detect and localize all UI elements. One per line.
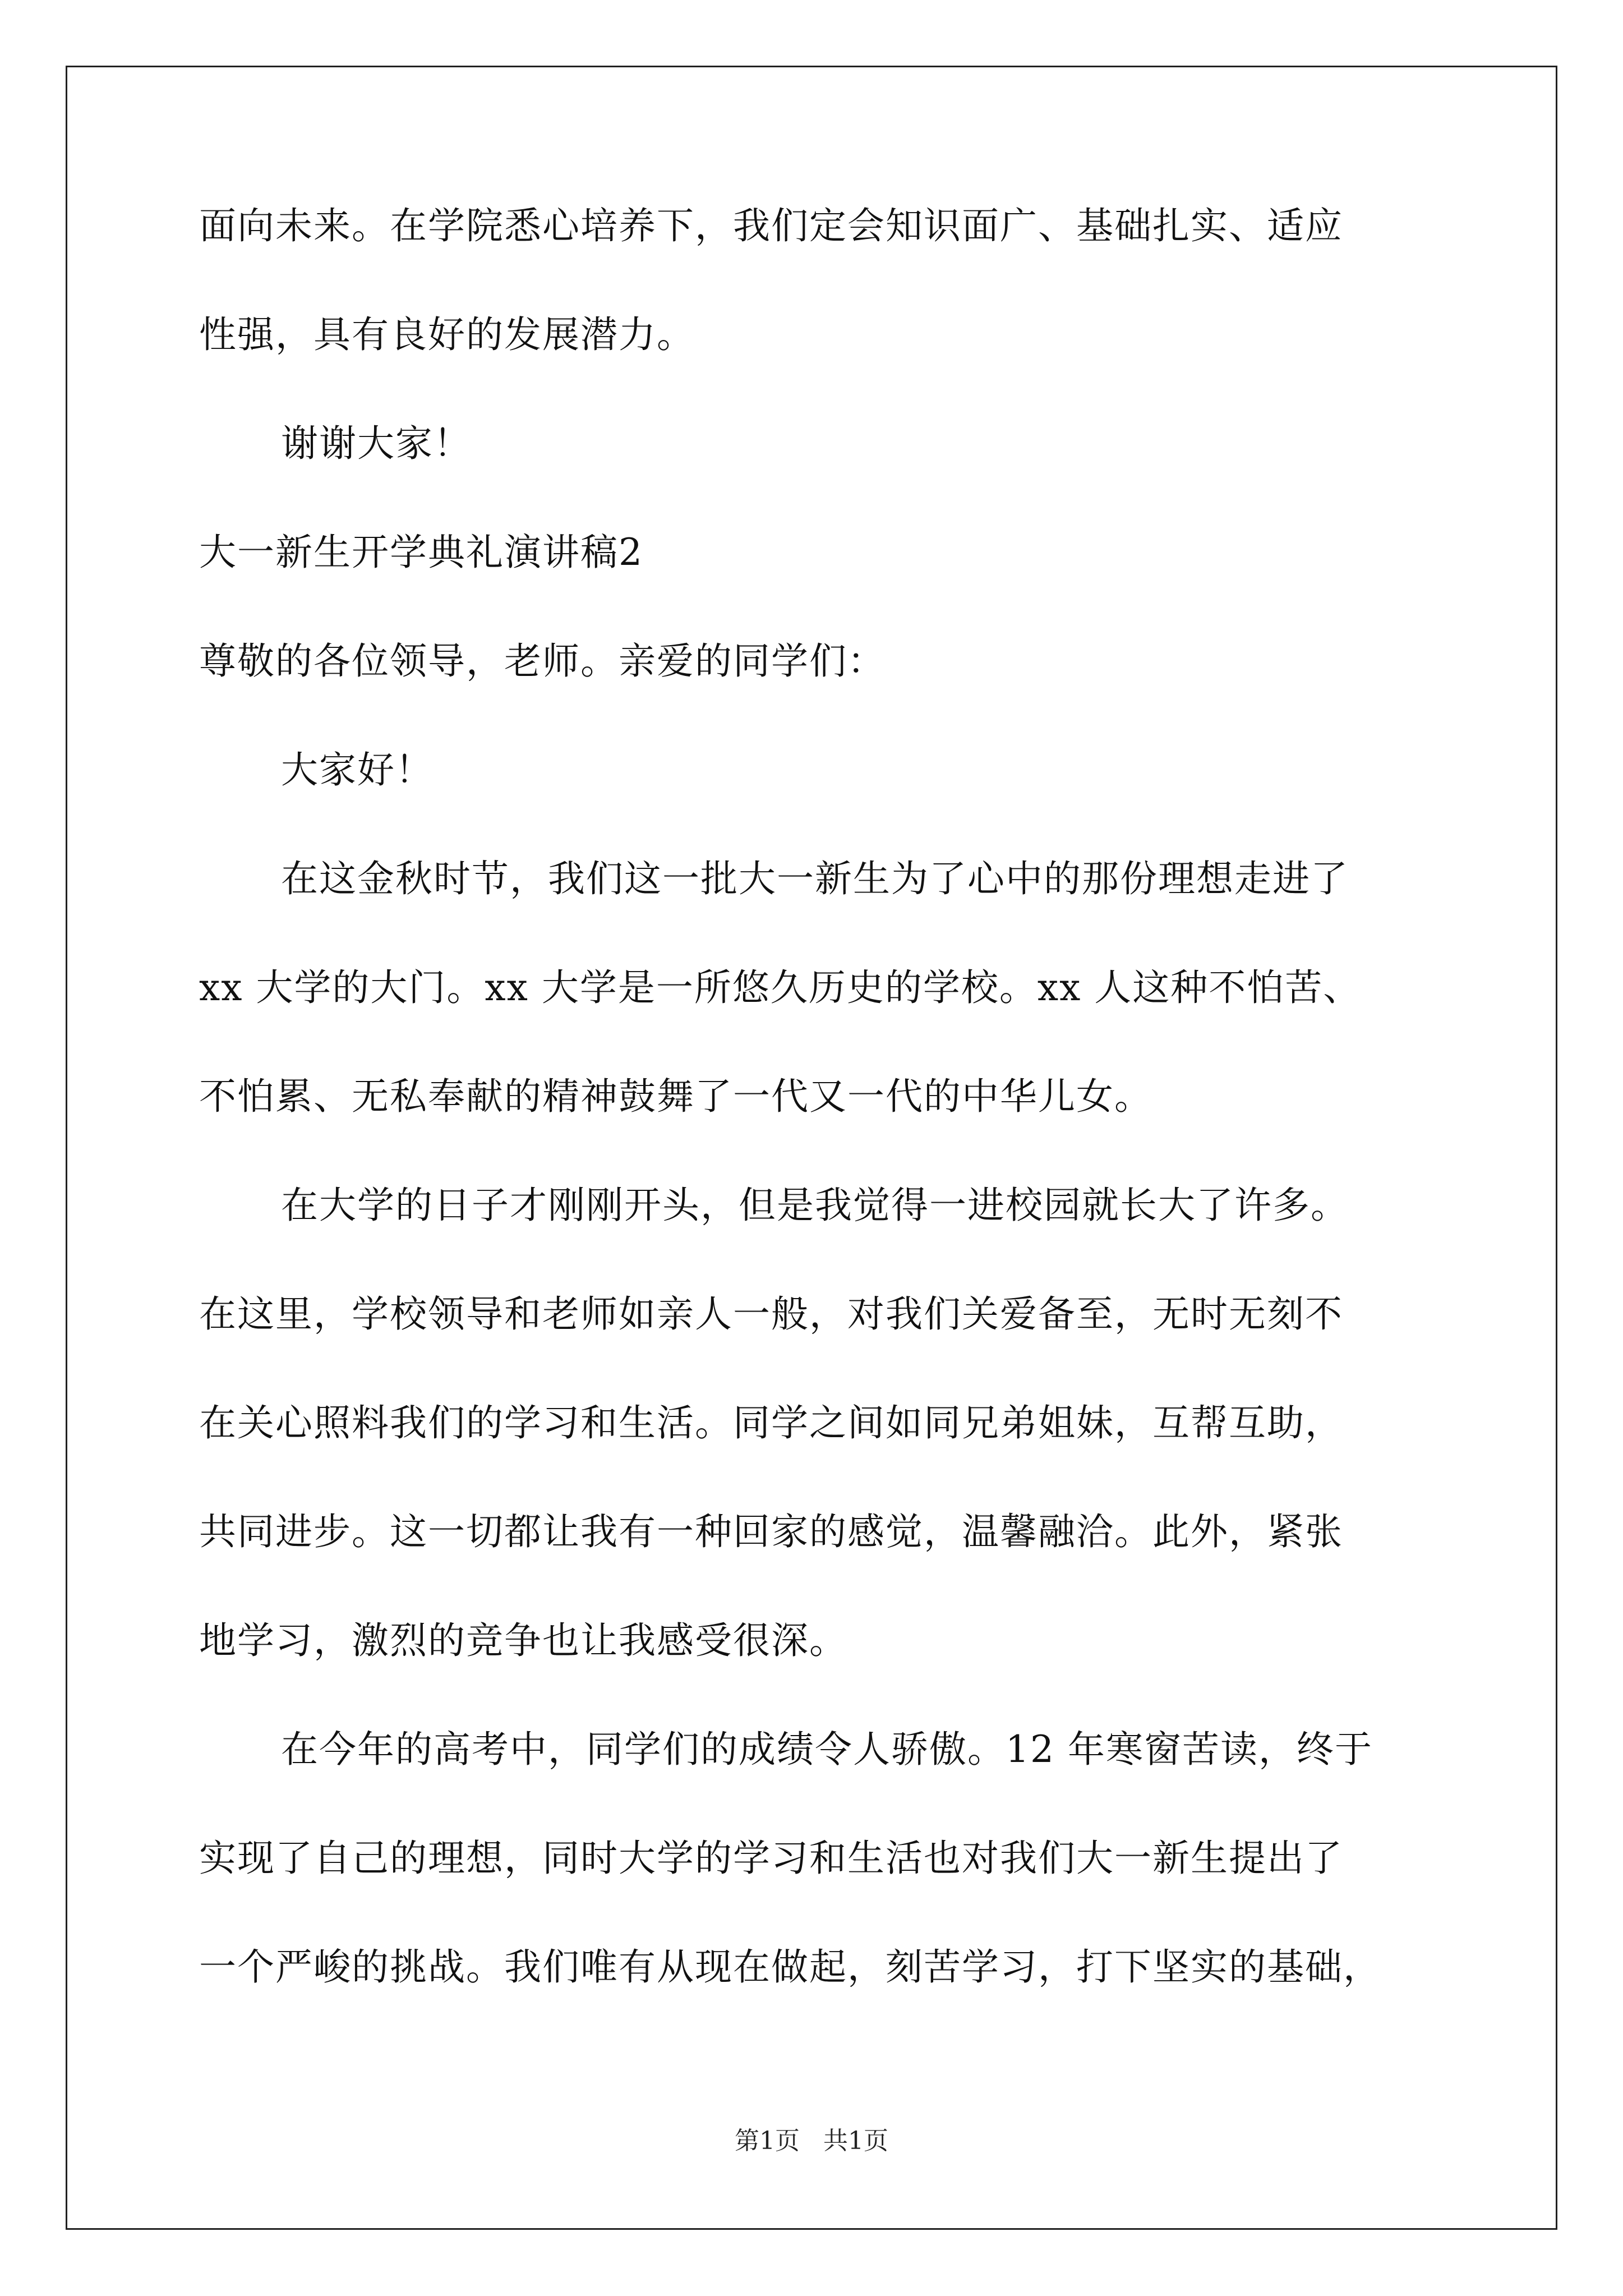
section-heading: 大一新生开学典礼演讲稿2 [199,531,643,574]
text-line: 面向未来。在学院悉心培养下，我们定会知识面广、基础扎实、适应 [199,204,1343,247]
text-line: 在关心照料我们的学习和生活。同学之间如同兄弟姐妹，互帮互助， [199,1401,1343,1444]
text-line: 不怕累、无私奉献的精神鼓舞了一代又一代的中华儿女。 [199,1075,1152,1118]
text-line: 共同进步。这一切都让我有一种回家的感觉，温馨融洽。此外，紧张 [199,1510,1343,1553]
text-line: 地学习，激烈的竞争也让我感受很深。 [199,1619,847,1662]
text-line: 在这金秋时节，我们这一批大一新生为了心中的那份理想走进了 [281,857,1349,900]
text-line: 在这里，学校领导和老师如亲人一般，对我们关爱备至，无时无刻不 [199,1292,1343,1336]
text-line: 性强，具有良好的发展潜力。 [199,313,695,356]
text-line: 一个严峻的挑战。我们唯有从现在做起，刻苦学习，打下坚实的基础， [199,1945,1381,1989]
text-line: 实现了自己的理想，同时大学的学习和生活也对我们大一新生提出了 [199,1837,1343,1880]
text-line: 在今年的高考中，同学们的成绩令人骄傲。12 年寒窗苦读，终于 [281,1728,1373,1771]
document-body [199,204,1433,2058]
text-line: xx 大学的大门。xx 大学是一所悠久历史的学校。xx 人这种不怕苦、 [199,966,1362,1009]
text-line: 在大学的日子才刚刚开头，但是我觉得一进校园就长大了许多。 [281,1184,1349,1227]
page-number-footer: 第1页 共1页 [735,2127,888,2155]
salutation: 尊敬的各位领导，老师。亲爱的同学们： [199,639,886,683]
text-line: 大家好！ [281,748,434,792]
text-line: 谢谢大家！ [281,422,472,465]
